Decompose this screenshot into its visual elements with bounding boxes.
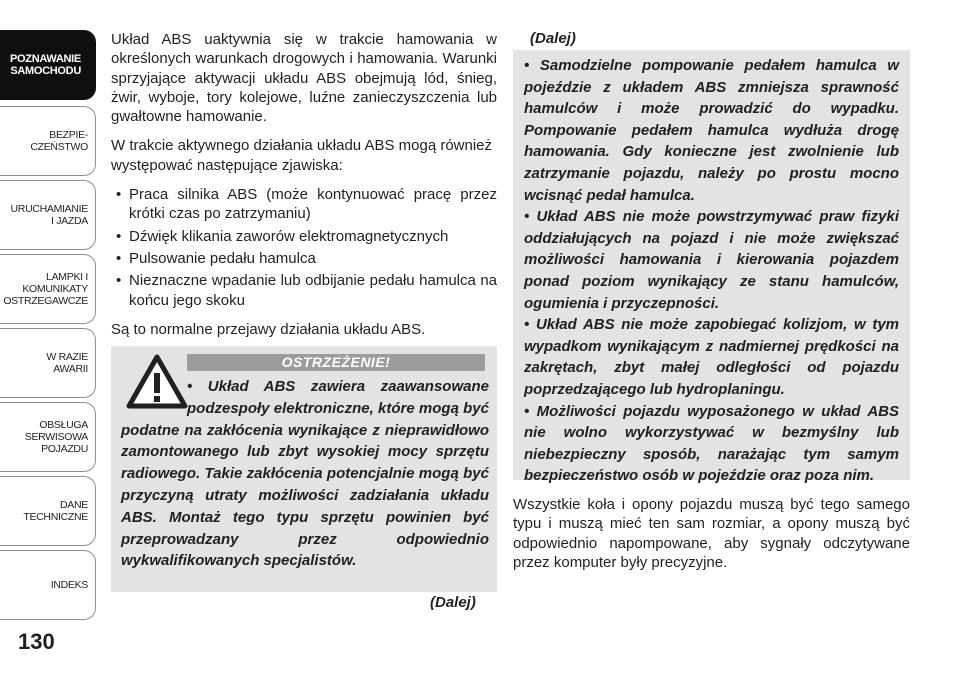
paragraph-abs-activation: Układ ABS uaktywnia się w trakcie hamowania w określonych warunkach drogowych i hamowania. Warunki sprzyjające aktywacji układu ABS obejmują lód, śnieg, żwir, wyboje, tory kolejowe, luźne zanieczyszczenia lub gwałtowne hamowanie.: [111, 31, 497, 126]
bullet-list: [111, 185, 497, 310]
continued-label: (Dalej): [430, 594, 476, 611]
paragraph-tires: Wszystkie koła i opony pojazdu muszą być tego samego typu i muszą mieć ten sam rozmiar, a opony muszą być odpowiednio napompowane, aby sygnały odczytywane przez komputer były precyzyjne.: [513, 496, 910, 571]
warning-title: OSTRZEŻENIE!: [187, 354, 485, 371]
warning-item: • Możliwości pojazdu wyposażonego w układ ABS nie wolno wykorzystywać w bezmyślny lub niebezpieczny sposób, narażając tym samym bezpieczeństwo osób w pojeździe oraz poza nim.: [524, 401, 899, 487]
continued-header: (Dalej): [530, 30, 576, 47]
tab-obsluga-serwisowa[interactable]: OBSŁUGA SERWISOWA POJAZDU: [0, 402, 96, 472]
list-item: • Dźwięk klikania zaworów elektromagnetycznych: [111, 227, 497, 246]
tab-uruchamianie-i-jazda[interactable]: URUCHAMIANIE I JAZDA: [0, 180, 96, 250]
tab-indeks[interactable]: INDEKS: [0, 550, 96, 620]
list-item: • Praca silnika ABS (może kontynuować pracę przez krótki czas po zatrzymaniu): [111, 185, 497, 224]
paragraph-normal-behaviour: Są to normalne przejawy działania układu ABS.: [111, 320, 426, 338]
warning-item: • Samodzielne pompowanie pedałem hamulca w pojeździe z układem ABS zmniejsza sprawność hamulców i może prowadzić do wypadku. Pompowanie pedałem hamulca wydłuża drogę hamowania. Gdy konieczne jest zwolnienie lub zatrzymanie pojazdu, należy po prostu mocno wcisnąć pedał hamulca.: [524, 55, 899, 206]
tab-poznawanie-samochodu[interactable]: POZNAWANIE SAMOCHODU: [0, 30, 96, 100]
warning-box: [111, 346, 497, 592]
list-item: • Nieznaczne wpadanie lub odbijanie pedału hamulca na końcu jego skoku: [111, 271, 497, 310]
warning-item: • Układ ABS nie może powstrzymywać praw fizyki oddziałujących na pojazd i nie może zwiększać możliwości hamowania i kierowania pojazdem ponad poziom wynikający ze stanu hamulców, ogumienia i przyczepności.: [524, 206, 899, 314]
warning-item: • Układ ABS nie może zapobiegać kolizjom, w tym wypadkom wynikającym z nadmiernej prędkości na zakrętach, zbyt małej odległości od pojazdu poprzedzającego lub hydroplaningu.: [524, 314, 899, 400]
tab-dane-techniczne[interactable]: DANE TECHNICZNE: [0, 476, 96, 546]
warning-text: • Układ ABS zawiera zaawansowane podzespoły elektroniczne, które mogą być podatne na zakłócenia wynikające z nieprawidłowo zamontowanego lub zbyt wysokiej mocy sprzętu radiowego. Takie zakłócenia potencjalnie mogą być przyczyną utraty możliwości zadziałania układu ABS. Montaż tego typu sprzętu powinien być przeprowadzany przez odpowiednio wykwalifikowanych specjalistów.: [121, 378, 489, 570]
left-column: [111, 30, 497, 349]
tab-w-razie-awarii[interactable]: W RAZIE AWARII: [0, 328, 96, 398]
tab-lampki-i-komunikaty[interactable]: LAMPKI I KOMUNIKATY OSTRZEGAWCZE: [0, 254, 96, 324]
list-item: • Pulsowanie pedału hamulca: [111, 249, 497, 268]
warning-continuation-box: [513, 50, 910, 485]
tab-bezpieczenstwo[interactable]: BEZPIE- CZEŃSTWO: [0, 106, 96, 176]
page-number: 130: [18, 629, 55, 654]
paragraph-abs-phenomena: W trakcie aktywnego działania układu ABS mogą również występować następujące zjawiska:: [111, 137, 493, 174]
